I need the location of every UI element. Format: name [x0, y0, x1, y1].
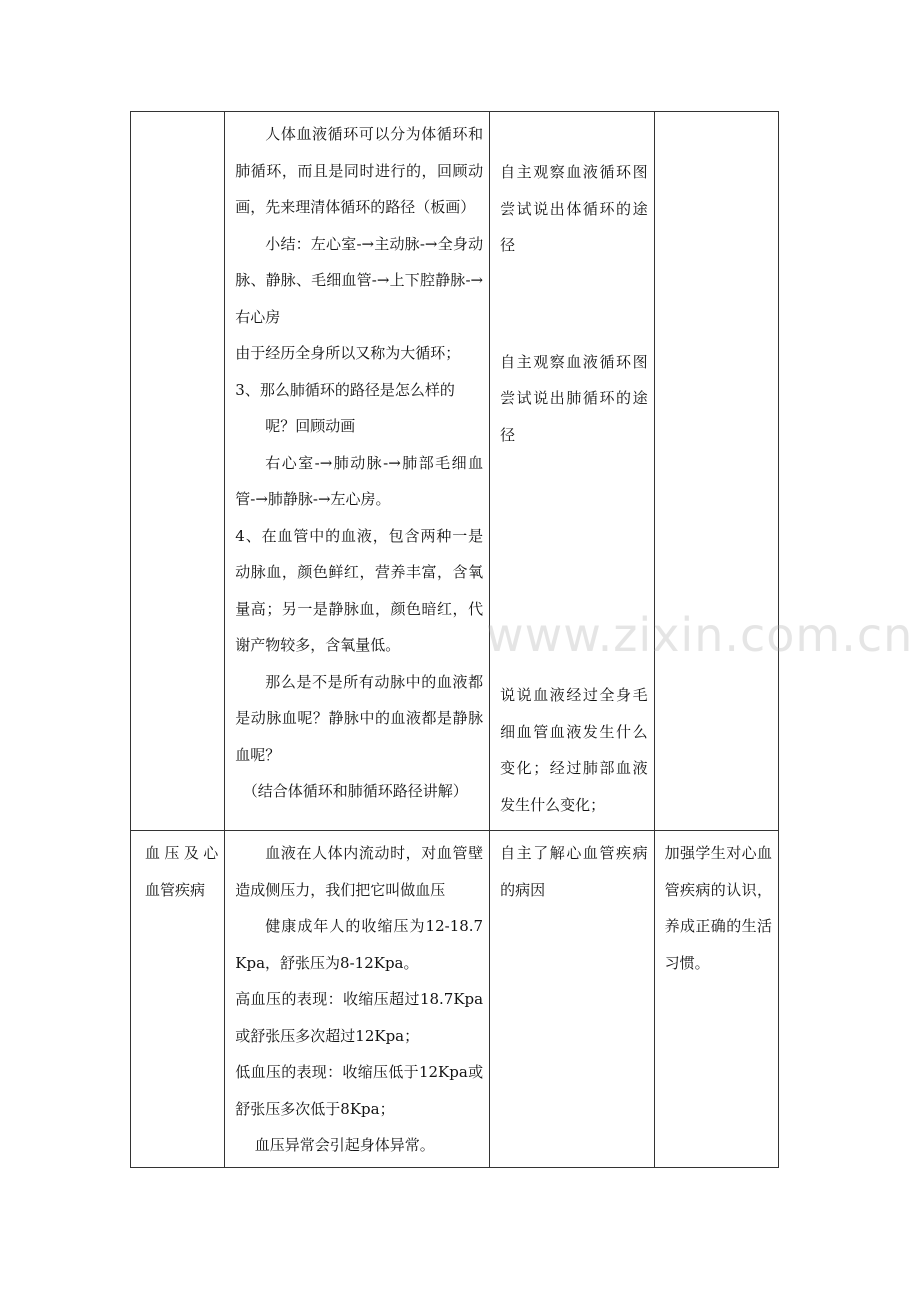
bp-para-1: 血液在人体内流动时，对血管壁造成侧压力，我们把它叫做血压	[235, 844, 484, 899]
student-activity-cell-2	[490, 831, 655, 1168]
teacher-activity-cell-2	[225, 831, 490, 1168]
teacher-para-8: 那么是不是所有动脉中的血液都是动脉血呢？静脉中的血液都是静脉血呢？	[235, 672, 484, 764]
student-para-3: 说说血液经过全身毛细血管血液发生什么变化；经过肺部血液发生什么变化；	[500, 686, 648, 814]
table-row-blood-pressure	[131, 831, 779, 1168]
bp-para-3: 高血压的表现：收缩压超过18.7Kpa或舒张压多次超过12Kpa；	[235, 990, 484, 1045]
student-para-2: 自主观察血液循环图尝试说出肺循环的途径	[500, 352, 648, 444]
topic-cell	[131, 831, 225, 1168]
bp-para-5: 血压异常会引起身体异常。	[254, 1136, 435, 1154]
goal-cell	[654, 831, 778, 1168]
teacher-activity-cell	[225, 112, 490, 831]
watermark-text: www.zixin.com.cn	[486, 608, 914, 662]
bp-student-para-1: 自主了解心血管疾病的病因	[500, 844, 648, 899]
teacher-para-2: 小结：左心室-→主动脉-→全身动脉、静脉、毛细血管-→上下腔静脉-→右心房	[235, 234, 484, 326]
teacher-para-1: 人体血液循环可以分为体循环和肺循环，而且是同时进行的，回顾动画，先来理清体循环的路径（板画）	[235, 125, 484, 216]
table-row-circulation	[131, 112, 779, 831]
goal-cell-empty	[654, 112, 778, 831]
bp-para-4: 低血压的表现：收缩压低于12Kpa或舒张压多次低于8Kpa；	[235, 1063, 484, 1118]
teacher-para-6: 右心室-→肺动脉-→肺部毛细血管-→肺静脉-→左心房。	[235, 453, 484, 508]
student-activity-cell	[490, 112, 655, 831]
teacher-para-9: （结合体循环和肺循环路径讲解）	[242, 782, 468, 800]
topic-blood-pressure: 血压及心血管疾病	[145, 844, 219, 899]
teacher-para-7: 4、在血管中的血液，包含两种一是动脉血，颜色鲜红，营养丰富，含氧量高；另一是静脉血，颜色暗红，代谢产物较多，含氧量低。	[235, 526, 484, 654]
student-para-1: 自主观察血液循环图尝试说出体循环的途径	[500, 163, 648, 254]
topic-cell-empty	[131, 112, 225, 831]
teacher-para-5: 呢？回顾动画	[265, 417, 356, 435]
bp-para-2: 健康成年人的收缩压为12-18.7Kpa，舒张压为8-12Kpa。	[235, 917, 484, 972]
lesson-plan-table	[130, 111, 779, 1168]
teacher-para-3: 由于经历全身所以又称为大循环；	[235, 344, 461, 362]
goal-text-2: 加强学生对心血管疾病的认识，养成正确的生活习惯。	[664, 844, 772, 972]
teacher-para-4: 3、那么肺循环的路径是怎么样的	[235, 380, 455, 399]
